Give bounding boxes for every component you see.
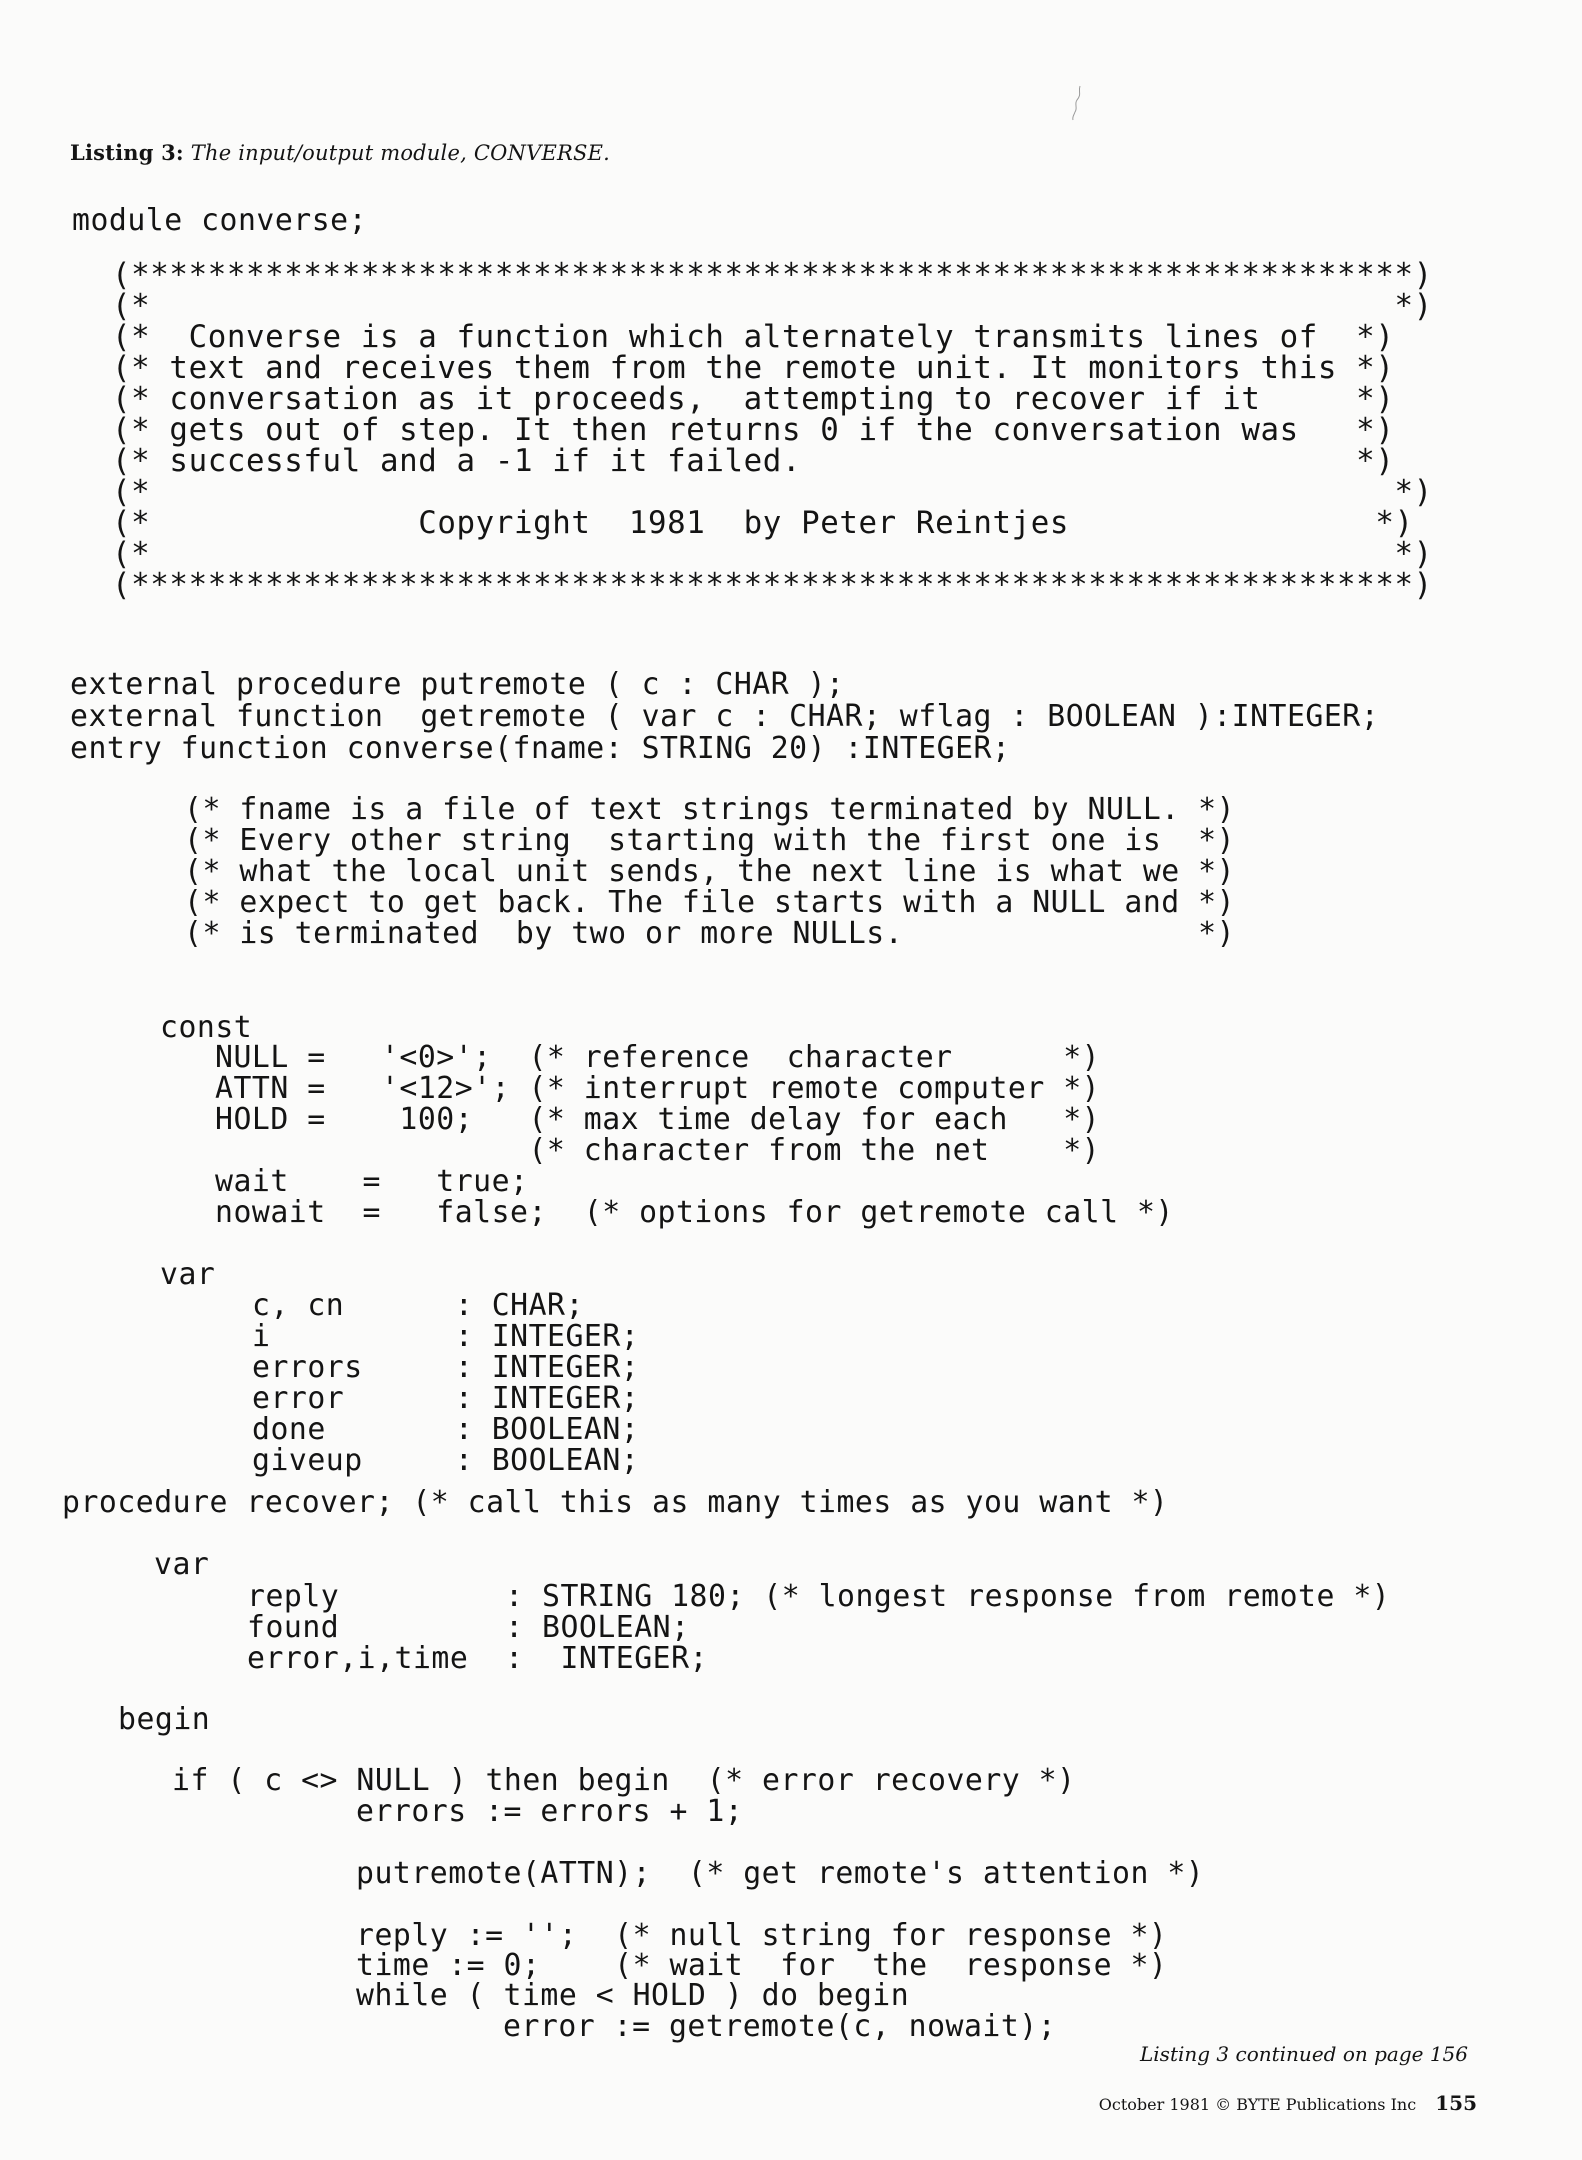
code-line: (* is terminated by two or more NULLs. *)	[184, 916, 1236, 951]
continued-note: Listing 3 continued on page 156	[1140, 2042, 1468, 2066]
code-line: (* successful and a -1 if it failed. *)	[112, 443, 1395, 479]
code-line: (* Copyright 1981 by Peter Reintjes *)	[112, 505, 1414, 541]
code-line: (*******************************************************************)	[112, 567, 1433, 603]
code-line: (* expect to get back. The file starts with a NULL and *)	[184, 885, 1236, 920]
code-line: while ( time < HOLD ) do begin	[356, 1978, 910, 2013]
code-line: entry function converse(fname: STRING 20) :INTEGER;	[70, 731, 1011, 766]
code-line: (* fname is a file of text strings terminated by NULL. *)	[184, 792, 1236, 827]
code-line: procedure recover; (* call this as many times as you want *)	[62, 1485, 1169, 1520]
code-line: (* text and receives them from the remote unit. It monitors this *)	[112, 350, 1395, 386]
code-line: errors := errors + 1;	[356, 1794, 744, 1829]
code-line: (* Converse is a function which alternately transmits lines of *)	[112, 319, 1395, 355]
code-line: c, cn : CHAR;	[252, 1288, 584, 1323]
code-line: (* *)	[112, 288, 1433, 324]
code-line: if ( c <> NULL ) then begin (* error recovery *)	[172, 1763, 1076, 1798]
page-footer	[1099, 2091, 1477, 2115]
code-line: (* conversation as it proceeds, attempting to recover if it *)	[112, 381, 1395, 417]
code-line: (* *)	[112, 474, 1433, 510]
listing-label: Listing 3:	[70, 140, 184, 165]
code-line: nowait = false; (* options for getremote call *)	[215, 1195, 1174, 1230]
code-line: var	[154, 1547, 210, 1582]
code-line: i : INTEGER;	[252, 1319, 640, 1354]
code-line: external function getremote ( var c : CHAR; wflag : BOOLEAN ):INTEGER;	[70, 699, 1380, 734]
code-line: (* what the local unit sends, the next line is what we *)	[184, 854, 1236, 889]
code-line: var	[160, 1257, 216, 1292]
code-line: found : BOOLEAN;	[247, 1610, 690, 1645]
code-line: begin	[118, 1702, 211, 1737]
code-line: error,i,time : INTEGER;	[247, 1641, 708, 1676]
footer-source: October 1981 © BYTE Publications Inc	[1098, 2095, 1417, 2114]
code-line: reply : STRING 180; (* longest response from remote *)	[247, 1579, 1391, 1614]
code-line: errors : INTEGER;	[252, 1350, 640, 1385]
code-line: putremote(ATTN); (* get remote's attention *)	[356, 1856, 1205, 1891]
code-line: (* character from the net *)	[215, 1133, 1101, 1168]
code-line: (* Every other string starting with the first one is *)	[184, 823, 1236, 858]
code-line: ATTN = '<12>'; (* interrupt remote computer *)	[215, 1071, 1101, 1106]
code-line: NULL = '<0>'; (* reference character *)	[215, 1040, 1101, 1075]
listing-title: The input/output module, CONVERSE.	[190, 141, 610, 165]
code-line: (* gets out of step. It then returns 0 if the conversation was *)	[112, 412, 1395, 448]
code-line: (*******************************************************************)	[112, 257, 1433, 293]
code-line: const	[160, 1010, 253, 1045]
code-line: wait = true;	[215, 1164, 529, 1199]
code-line: giveup : BOOLEAN;	[252, 1443, 640, 1478]
code-line: reply := ''; (* null string for response *)	[356, 1918, 1168, 1953]
code-line: HOLD = 100; (* max time delay for each *)	[215, 1102, 1101, 1137]
code-line: (* *)	[112, 536, 1433, 572]
code-line: external procedure putremote ( c : CHAR );	[70, 667, 845, 702]
code-line: error := getremote(c, nowait);	[503, 2009, 1057, 2044]
code-line: module converse;	[72, 203, 368, 238]
page-number: 155	[1435, 2091, 1477, 2115]
code-line: error : INTEGER;	[252, 1381, 640, 1416]
code-line: done : BOOLEAN;	[252, 1412, 640, 1447]
code-line: time := 0; (* wait for the response *)	[356, 1948, 1168, 1983]
